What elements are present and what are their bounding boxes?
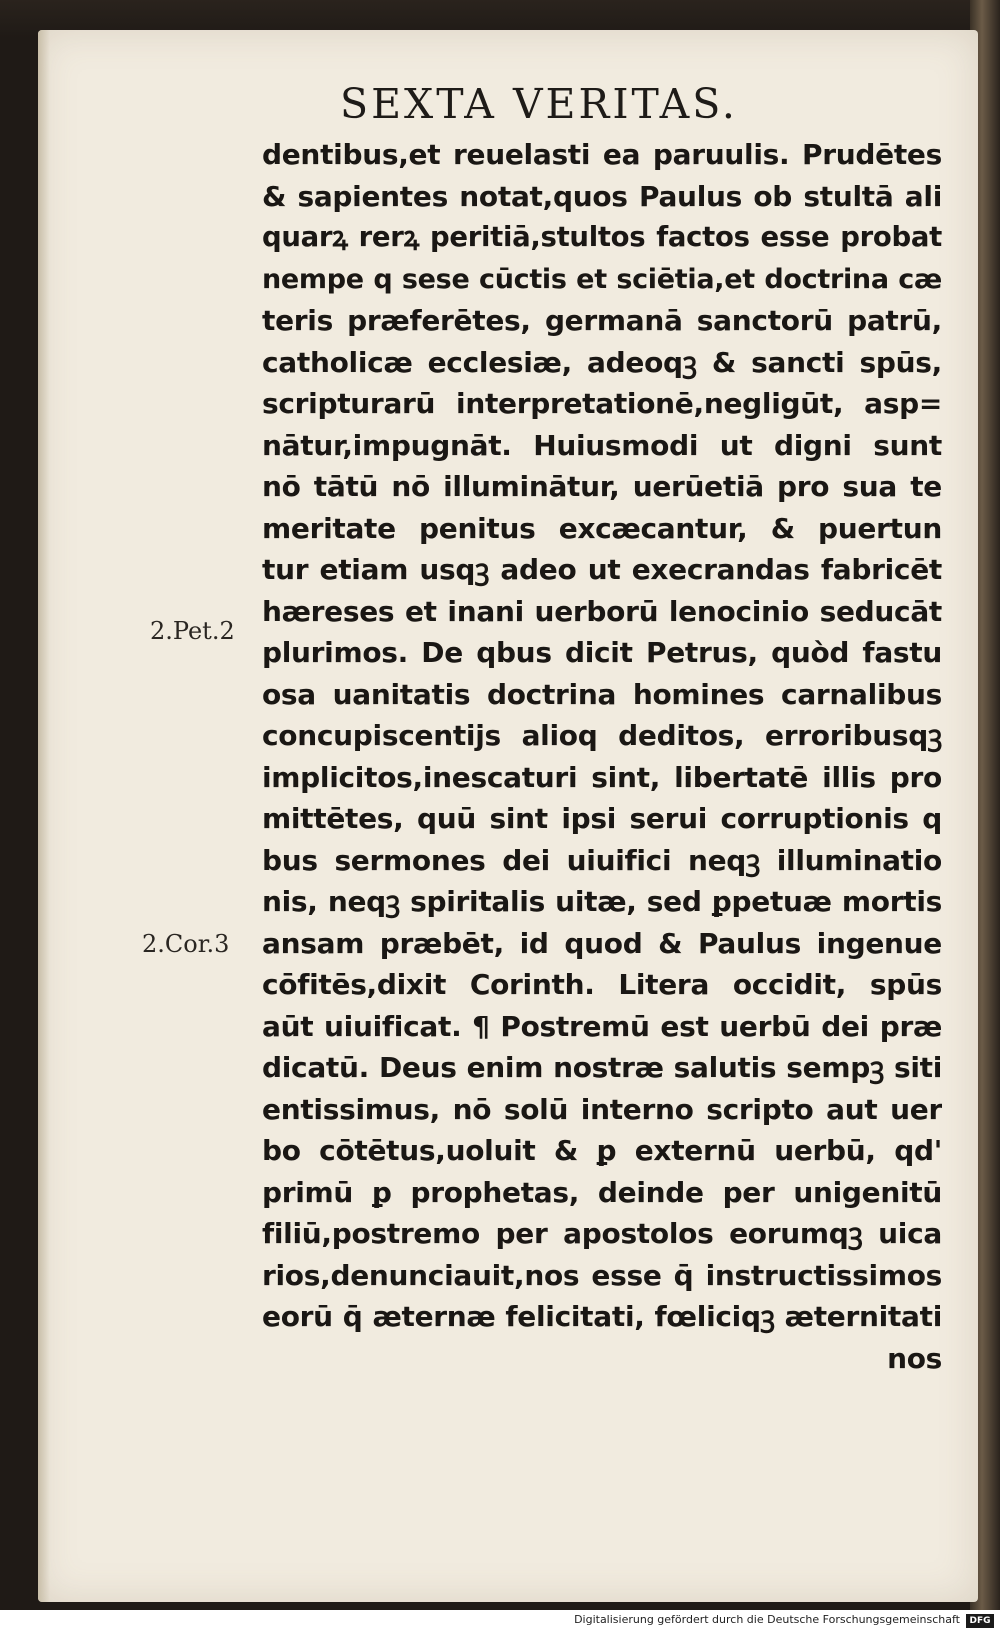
text-line: plurimos. De qbus dicit Petrus, quòd fastu xyxy=(262,636,942,669)
text-line: dicatū. Deus enim nostræ salutis sempꝫ siti xyxy=(262,1051,942,1084)
text-line: mittētes, quū sint ipsi serui corruptionis q xyxy=(262,802,942,835)
text-line: scripturarū interpretationē,negligūt, asp= xyxy=(262,387,942,420)
text-line: & sapientes notat,quos Paulus ob stultā ali xyxy=(262,179,942,213)
text-line: aūt uiuificat. ¶ Postremū est uerbū dei præ xyxy=(262,1009,942,1043)
text-line: filiū,postremo per apostolos eorumqꝫ uica xyxy=(262,1217,942,1250)
text-line: osa uanitatis doctrina homines carnalibus xyxy=(262,677,942,711)
page-gutter-shadow xyxy=(38,30,50,1602)
margin-note-pet: 2.Pet.2 xyxy=(150,617,235,645)
text-line: teris præferētes, germanā sanctorū patrū, xyxy=(262,304,942,337)
text-line: nempe q sese cūctis et sciētia,et doctrina cæ xyxy=(262,263,942,295)
footer-credit: Digitalisierung gefördert durch die Deutsche Forschungsgemeinschaft xyxy=(574,1613,960,1626)
text-line: cōfitēs,dixit Corinth. Litera occidit, spūs xyxy=(262,968,942,1001)
body-text xyxy=(262,134,942,1379)
text-line: meritate penitus excæcantur, & puertun xyxy=(262,511,942,545)
text-line: bo cōtētus,uoluit & ꝑ externū uerbū, qd' xyxy=(262,1134,942,1167)
margin-note-cor: 2.Cor.3 xyxy=(142,930,230,958)
text-line: eorū q̄ æternæ felicitati, fœliciqꝫ æternitati xyxy=(262,1300,942,1333)
text-line: primū ꝑ prophetas, deinde per unigenitū xyxy=(262,1175,942,1209)
footer-bar xyxy=(0,1610,1000,1633)
text-line: ansam præbēt, id quod & Paulus ingenue xyxy=(262,926,942,960)
catchword: nos xyxy=(887,1341,942,1375)
text-line: entissimus, nō solū interno scripto aut uer xyxy=(262,1092,942,1126)
text-line: rios,denunciauit,nos esse q̄ instructissimos xyxy=(262,1258,942,1292)
text-line: nātur,impugnāt. Huiusmodi ut digni sunt xyxy=(262,428,942,462)
text-line: bus sermones dei uiuifici neqꝫ illuminatio xyxy=(262,843,942,877)
dfg-logo-icon: DFG xyxy=(966,1614,994,1628)
text-line: quarꝝ rerꝝ peritiā,stultos factos esse probat xyxy=(262,221,942,253)
running-head: SEXTA VERITAS. xyxy=(340,80,738,128)
text-line: tur etiam usqꝫ adeo ut execrandas fabricēt xyxy=(262,553,942,586)
text-line: implicitos,inescaturi sint, libertatē illis pro xyxy=(262,760,942,794)
text-line: nis, neqꝫ spiritalis uitæ, sed ꝑpetuæ mortis xyxy=(262,885,942,918)
text-line: hæreses et inani uerborū lenocinio seducāt xyxy=(262,594,942,628)
text-line: nō tātū nō illuminātur, uerūetiā pro sua te xyxy=(262,470,942,503)
text-line: dentibus,et reuelasti ea paruulis. Prudētes xyxy=(262,138,942,171)
text-line: catholicæ ecclesiæ, adeoqꝫ & sancti spūs, xyxy=(262,345,942,379)
text-line: concupiscentijs alioq deditos, erroribusqꝫ xyxy=(262,719,942,752)
